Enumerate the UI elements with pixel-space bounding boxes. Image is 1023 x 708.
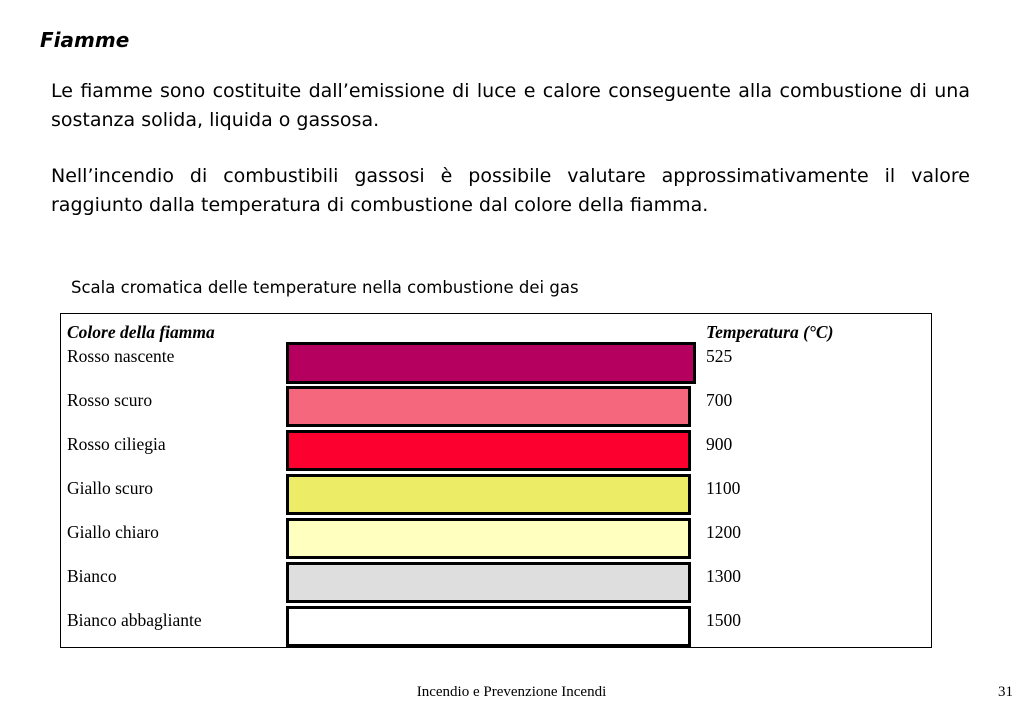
header-flame-color: Colore della fiamma — [67, 322, 215, 342]
paragraph-flames-definition: Le fiamme sono costituite dall’emissione di luce e calore conseguente alla combustione di una sostanza solida, liquida o gassosa. — [51, 80, 970, 131]
color-swatch — [286, 606, 691, 647]
header-temperature: Temperatura (°C) — [706, 322, 834, 342]
paragraph-gas-combustion: Nell’incendio di combustibili gassosi è possibile valutare approssimativamente il valore raggiunto dalla temperatura di combustione dal colore della fiamma. — [51, 165, 970, 216]
color-swatch — [286, 518, 691, 559]
color-swatch — [286, 386, 691, 427]
footer-title: Incendio e Prevenzione Incendi — [416, 684, 607, 700]
color-swatch — [286, 342, 696, 384]
row-temp: 1500 — [706, 610, 741, 630]
row-temp: 1300 — [706, 566, 741, 586]
row-label: Giallo chiaro — [67, 522, 159, 542]
row-label: Bianco abbagliante — [67, 610, 202, 630]
color-swatch — [286, 430, 691, 471]
page-number: 31 — [998, 684, 1013, 700]
row-temp: 900 — [706, 434, 733, 454]
row-label: Rosso scuro — [67, 390, 153, 410]
color-swatch — [286, 474, 691, 515]
row-label: Giallo scuro — [67, 478, 154, 498]
row-temp: 525 — [706, 346, 733, 366]
row-label: Rosso nascente — [67, 346, 175, 366]
row-label: Bianco — [67, 566, 117, 586]
flame-color-table — [60, 313, 932, 648]
row-temp: 1200 — [706, 522, 741, 542]
row-temp: 700 — [706, 390, 733, 410]
color-swatch — [286, 562, 691, 603]
row-temp: 1100 — [706, 478, 741, 498]
slide-title: Fiamme — [40, 28, 130, 52]
table-caption: Scala cromatica delle temperature nella combustione dei gas — [71, 278, 579, 297]
row-label: Rosso ciliegia — [67, 434, 166, 454]
